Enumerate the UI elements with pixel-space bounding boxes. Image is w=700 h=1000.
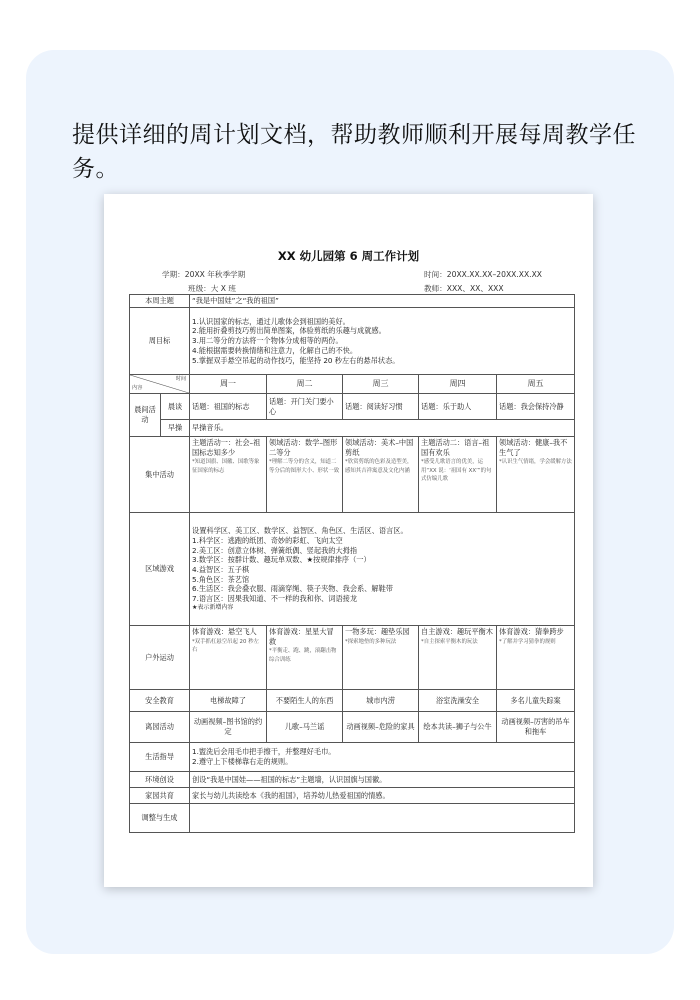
outdoor-title: 体育游戏：猜拳跨步 bbox=[499, 627, 564, 636]
outdoor-wed bbox=[343, 626, 419, 690]
morning-talk-label: 晨谈 bbox=[161, 394, 190, 420]
activity-note: *欣赏剪纸的色彩及造型美，感知其吉祥寓意及文化内涵 bbox=[345, 459, 413, 474]
safety-thu: 浴室洗澡安全 bbox=[419, 690, 497, 712]
adjust-value bbox=[190, 804, 575, 833]
env-row bbox=[130, 772, 575, 788]
group-activity-row bbox=[130, 437, 575, 513]
zone-item: 3.数学区：按群计数、趣玩单双数、★按规律排序（一） bbox=[192, 555, 371, 565]
outdoor-label: 户外运动 bbox=[130, 626, 190, 690]
plan-table bbox=[129, 294, 575, 833]
teacher-text: 教师：XXX、XX、XXX bbox=[424, 284, 504, 293]
theme-label: 本周主题 bbox=[130, 295, 190, 308]
zone-note: ★表示新增内容 bbox=[192, 603, 234, 611]
group-activity-mon bbox=[190, 437, 267, 513]
zone-item: 7.语言区：因果我知道、不一样的我和你、词语接龙 bbox=[192, 594, 358, 604]
zone-item: 4.益智区：五子棋 bbox=[192, 564, 250, 574]
day-header-mon: 周一 bbox=[190, 375, 267, 394]
group-activity-label: 集中活动 bbox=[130, 437, 190, 513]
activity-note: *感受儿歌语言的优美，运用“XX 说：‘祖国有 XX’”的句式仿编儿歌 bbox=[421, 459, 492, 482]
class-text: 班级：大 X 班 bbox=[188, 284, 236, 293]
adjust-row bbox=[130, 804, 575, 833]
safety-mon: 电梯故障了 bbox=[190, 690, 267, 712]
outdoor-title: 体育游戏：悬空飞人 bbox=[192, 627, 257, 636]
leaving-mon: 动画视频–图书馆的约定 bbox=[190, 712, 267, 743]
life-label: 生活指导 bbox=[130, 743, 190, 772]
outdoor-mon bbox=[190, 626, 267, 690]
outdoor-title: 自主游戏：趣玩平衡木 bbox=[421, 627, 493, 636]
activity-title: 主题活动二：语言–祖国有欢乐 bbox=[421, 438, 490, 457]
time-text: 时间：20XX.XX.XX–20XX.XX.XX bbox=[424, 270, 542, 279]
leaving-wed: 动画视频–危险的家具 bbox=[343, 712, 419, 743]
headline: 提供详细的周计划文档，帮助教师顺利开展每周教学任务。 bbox=[72, 122, 636, 182]
morning-exercise-row bbox=[130, 420, 575, 437]
group-activity-fri bbox=[497, 437, 575, 513]
zone-item: 设置科学区、美工区、数学区、益智区、角色区、生活区、语言区。 bbox=[192, 526, 408, 536]
goal-item: 4.能根据需要转换情绪和注意力，化解自己的不快。 bbox=[192, 345, 358, 355]
activity-note: *理解二等分的含义，知道二等分后的图形大小、形状一致 bbox=[269, 459, 340, 474]
outdoor-note: *了解并学习猜拳的规则 bbox=[499, 638, 556, 645]
morning-talk-fri: 话题：我会保持冷静 bbox=[497, 394, 575, 420]
leaving-row bbox=[130, 712, 575, 743]
group-activity-wed bbox=[343, 437, 419, 513]
semester-text: 学期：20XX 年秋季学期 bbox=[162, 270, 246, 279]
life-row bbox=[130, 743, 575, 772]
group-activity-tue bbox=[267, 437, 343, 513]
outdoor-fri bbox=[497, 626, 575, 690]
leaving-fri: 动画视频–厉害的吊车和拖车 bbox=[497, 712, 575, 743]
day-header-wed: 周三 bbox=[343, 375, 419, 394]
goals-label: 周目标 bbox=[130, 308, 190, 375]
outdoor-note: *双手抓杠悬空吊起 20 秒左右 bbox=[192, 638, 259, 653]
header-time-label: 时间 bbox=[175, 376, 187, 382]
env-value: 创设“我是中国娃——祖国的标志”主题墙，认识国旗与国徽。 bbox=[190, 772, 575, 788]
group-activity-thu bbox=[419, 437, 497, 513]
outdoor-row bbox=[130, 626, 575, 690]
life-list bbox=[190, 743, 575, 772]
document-title: XX 幼儿园第 6 周工作计划 bbox=[277, 249, 420, 263]
safety-row bbox=[130, 690, 575, 712]
goal-item: 3.用二等分的方法将一个物体分成相等的两份。 bbox=[192, 336, 343, 346]
activity-title: 领域活动：健康–我不生气了 bbox=[499, 438, 568, 457]
leaving-label: 离园活动 bbox=[130, 712, 190, 743]
morning-talk-row bbox=[130, 394, 575, 420]
morning-talk-thu: 话题：乐于助人 bbox=[419, 394, 497, 420]
theme-value: “我是中国娃”之“我的祖国” bbox=[190, 295, 575, 308]
life-item: 2.遵守上下楼梯靠右走的规则。 bbox=[192, 757, 293, 766]
activity-title: 领域活动：数学–图形二等分 bbox=[269, 438, 338, 457]
header-content-label: 内容 bbox=[132, 384, 143, 391]
outdoor-thu bbox=[419, 626, 497, 690]
weekly-plan-document bbox=[104, 194, 593, 887]
safety-tue: 不要陌生人的东西 bbox=[267, 690, 343, 712]
home-label: 家园共育 bbox=[130, 788, 190, 804]
safety-wed: 城市内涝 bbox=[343, 690, 419, 712]
outdoor-note: *探索地垫的多种玩法 bbox=[345, 638, 397, 645]
theme-row bbox=[130, 295, 575, 308]
header-row bbox=[130, 375, 575, 394]
activity-note: *知道国旗、国徽、国歌等象征国家的标志 bbox=[192, 459, 260, 474]
outdoor-note: *自主探索平衡木的玩法 bbox=[421, 638, 478, 645]
outdoor-note: *平衡走、跑、跳，滚翻击物综合训练 bbox=[269, 648, 337, 663]
goals-row bbox=[130, 308, 575, 375]
goals-list bbox=[190, 308, 575, 375]
home-row bbox=[130, 788, 575, 804]
zones-label: 区域游戏 bbox=[130, 513, 190, 626]
outdoor-title: 一物多玩：趣垫乐园 bbox=[345, 627, 410, 636]
morning-label: 晨间活动 bbox=[130, 394, 161, 437]
morning-talk-mon: 话题：祖国的标志 bbox=[190, 394, 267, 420]
goal-item: 5.掌握双手悬空吊起的动作技巧，能坚持 20 秒左右的悬吊状态。 bbox=[192, 355, 400, 365]
day-header-tue: 周二 bbox=[267, 375, 343, 394]
goal-item: 1.认识国家的标志，通过儿歌体会到祖国的美好。 bbox=[192, 316, 350, 326]
safety-fri: 多名儿童失踪案 bbox=[497, 690, 575, 712]
zone-item: 5.角色区：茶艺馆 bbox=[192, 574, 250, 584]
home-value: 家长与幼儿共读绘本《我的祖国》，培养幼儿热爱祖国的情感。 bbox=[190, 788, 575, 804]
morning-talk-tue: 话题：开门关门要小心 bbox=[267, 394, 343, 420]
zones-list bbox=[190, 513, 575, 626]
zone-item: 2.美工区：创意立体树、弹簧纸偶、竖起我的大拇指 bbox=[192, 545, 358, 555]
day-header-fri: 周五 bbox=[497, 375, 575, 394]
activity-title: 主题活动一：社会–祖国标志知多少 bbox=[192, 438, 261, 457]
zones-row bbox=[130, 513, 575, 626]
safety-label: 安全教育 bbox=[130, 690, 190, 712]
day-header-thu: 周四 bbox=[419, 375, 497, 394]
activity-note: *认识生气情绪，学会缓解方法 bbox=[499, 459, 572, 466]
activity-title: 领域活动：美术–中国剪纸 bbox=[345, 438, 414, 457]
diagonal-header-cell bbox=[130, 375, 190, 394]
morning-exercise-label: 早操 bbox=[161, 420, 190, 437]
morning-talk-wed: 话题：阅读好习惯 bbox=[343, 394, 419, 420]
zone-item: 1.科学区：逃跑的纸团、奇妙的彩虹、飞向太空 bbox=[192, 535, 343, 545]
life-item: 1.盥洗后会用毛巾把手擦干，并整理好毛巾。 bbox=[192, 747, 336, 757]
morning-exercise-value: 早操音乐。 bbox=[190, 420, 575, 437]
goal-item: 2.能用折叠剪技巧剪出简单图案，体验剪纸的乐趣与成就感。 bbox=[192, 326, 386, 336]
outdoor-title: 体育游戏：星星大冒救 bbox=[269, 627, 334, 646]
leaving-thu: 绘本共读–狮子与公牛 bbox=[419, 712, 497, 743]
leaving-tue: 儿歌–马兰谣 bbox=[267, 712, 343, 743]
adjust-label: 调整与生成 bbox=[130, 804, 190, 833]
zone-item: 6.生活区：我会叠衣服、雨滴穿绳、筷子夹物、我会系、解鞋带 bbox=[192, 584, 393, 594]
env-label: 环境创设 bbox=[130, 772, 190, 788]
outdoor-tue bbox=[267, 626, 343, 690]
